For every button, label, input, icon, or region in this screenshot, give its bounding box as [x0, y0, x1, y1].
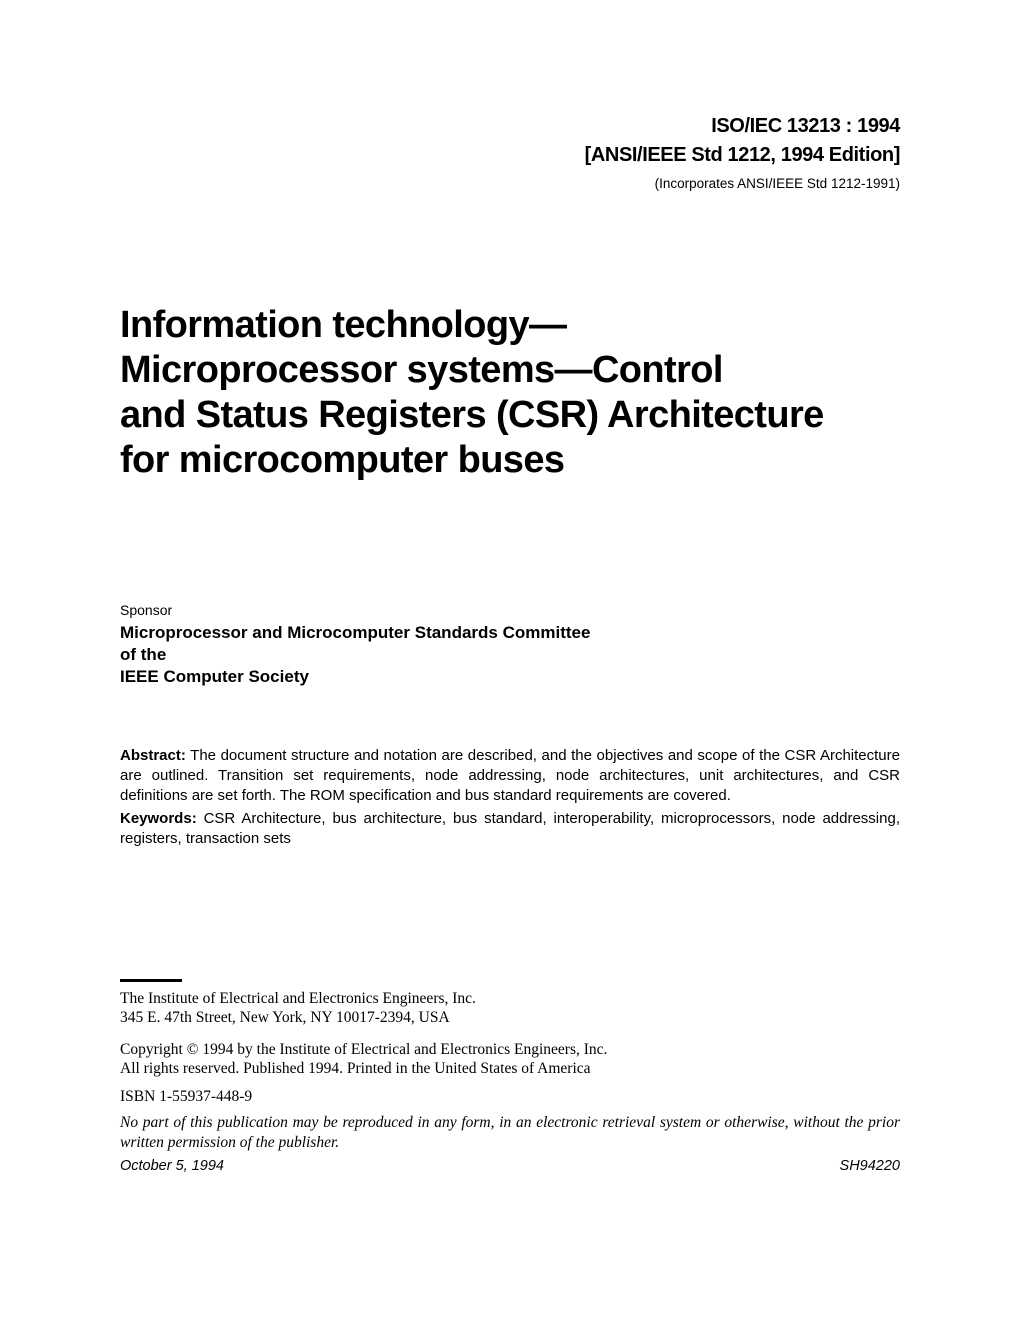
- copyright-statement: [120, 1040, 900, 1078]
- title-line-4: for microcomputer buses: [120, 439, 565, 481]
- title-line-3: and Status Registers (CSR) Architecture: [120, 394, 824, 436]
- keywords-paragraph: [120, 809, 900, 849]
- sponsor-label: Sponsor: [120, 602, 173, 618]
- publisher-address: [120, 989, 900, 1027]
- reproduction-notice: No part of this publication may be reproduced in any form, in an electronic retrieval system or otherwise, without the prior written permission of the publisher.: [120, 1114, 900, 1151]
- keywords-text: CSR Architecture, bus architecture, bus standard, interoperability, microprocessors, node addressing, registers, transaction sets: [120, 810, 900, 847]
- publisher-name: The Institute of Electrical and Electronics Engineers, Inc.: [120, 990, 476, 1007]
- sponsor-block: [120, 601, 590, 688]
- isbn: ISBN 1-55937-448-9: [120, 1088, 253, 1105]
- abstract-label: Abstract:: [120, 747, 186, 764]
- page-footer: [120, 1157, 900, 1175]
- keywords-label: Keywords:: [120, 810, 197, 827]
- document-title: [120, 303, 824, 483]
- title-line-2: Microprocessor systems—Control: [120, 349, 723, 391]
- sponsor-committee: Microprocessor and Microcomputer Standards Committee: [120, 623, 591, 642]
- publisher-street: 345 E. 47th Street, New York, NY 10017-2394, USA: [120, 1009, 450, 1026]
- incorporates-note: (Incorporates ANSI/IEEE Std 1212-1991): [654, 176, 900, 191]
- copyright-line: Copyright © 1994 by the Institute of Electrical and Electronics Engineers, Inc.: [120, 1041, 608, 1058]
- publication-date: October 5, 1994: [120, 1158, 224, 1174]
- title-line-1: Information technology—: [120, 304, 567, 346]
- sponsor-society: IEEE Computer Society: [120, 667, 309, 686]
- abstract-text: The document structure and notation are described, and the objectives and scope of the CSR Architecture are outlined. Transition set requirements, node addressing, node architectures, unit architectures, and CSR definitions are set forth. The ROM specification and bus standard requirements are covered.: [120, 747, 900, 804]
- sponsor-of-the: of the: [120, 645, 167, 664]
- standard-number: ISO/IEC 13213 : 1994: [711, 115, 900, 137]
- colophon-block: [120, 979, 900, 1153]
- abstract-paragraph: [120, 746, 900, 806]
- order-code: SH94220: [839, 1158, 900, 1174]
- ansi-ieee-edition: [ANSI/IEEE Std 1212, 1994 Edition]: [584, 144, 900, 166]
- standard-header: [585, 112, 900, 193]
- rights-line: All rights reserved. Published 1994. Printed in the United States of America: [120, 1060, 591, 1077]
- abstract-keywords-block: [120, 746, 900, 849]
- footnote-rule: [120, 979, 182, 982]
